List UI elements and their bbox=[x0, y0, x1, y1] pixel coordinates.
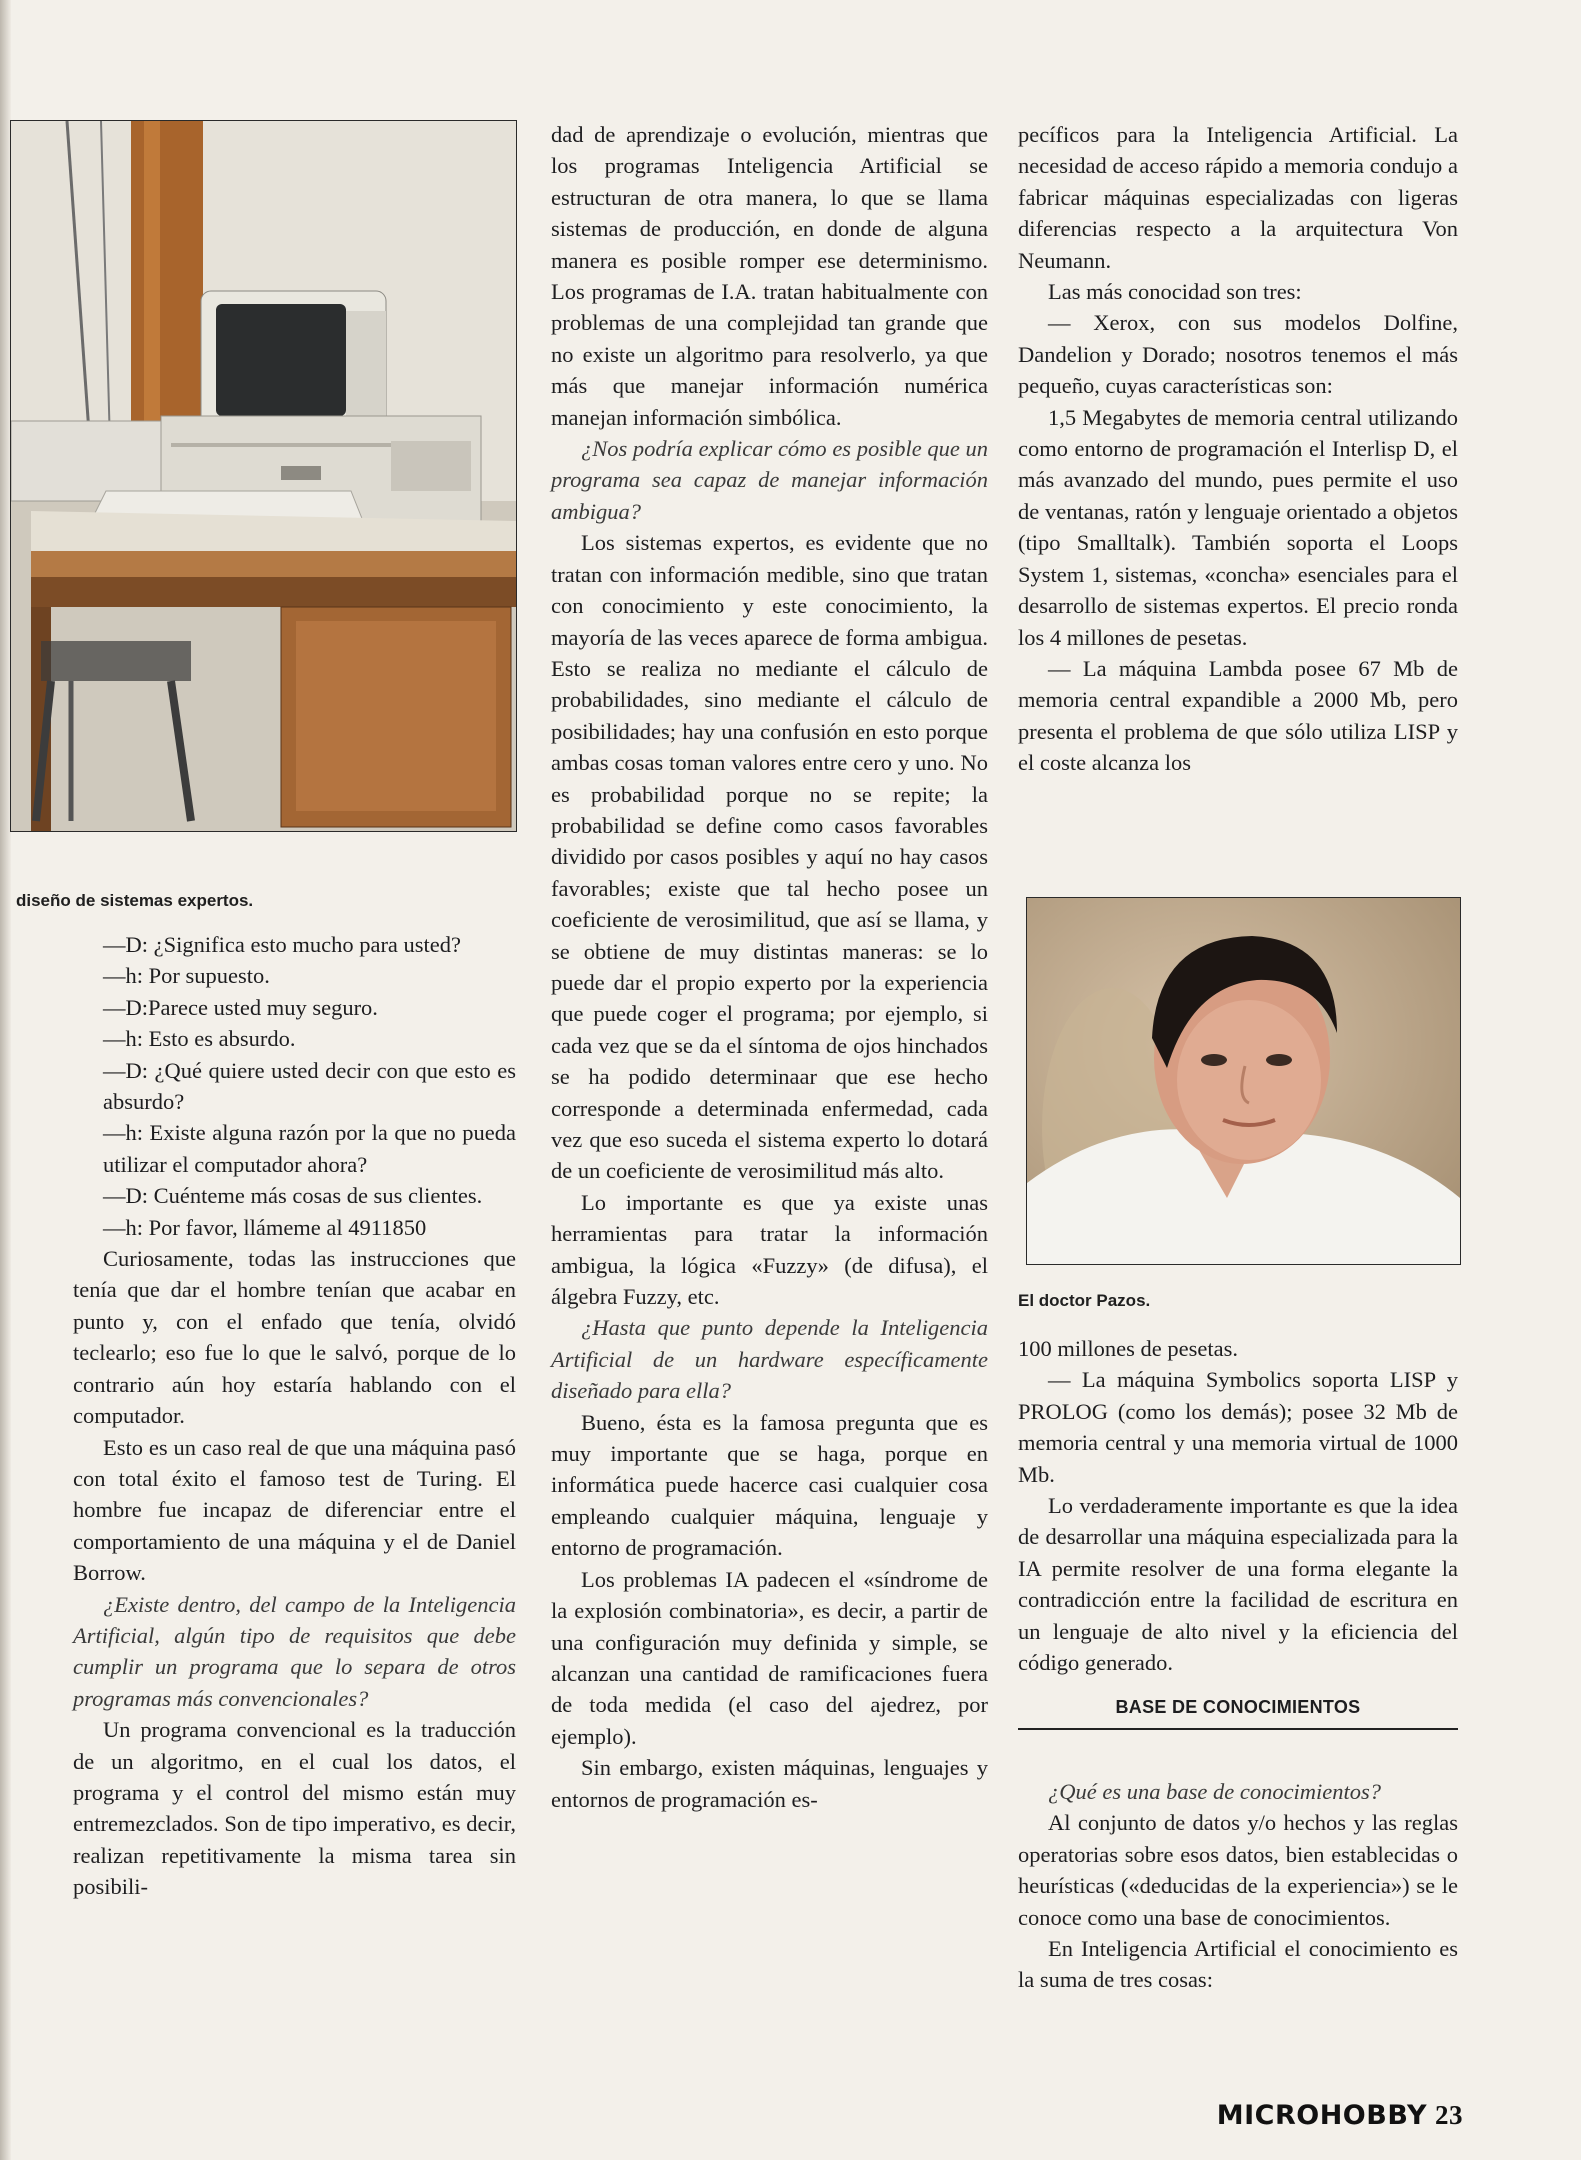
col1-paragraph: —h: Esto es absurdo. bbox=[103, 1026, 296, 1052]
col2-paragraph: Los sistemas expertos, es evidente que no tratan con información medible, sino que tratan con conocimiento y este conocimiento, la mayoría de las veces aparece de forma ambigua. Esto se realiza no mediante el cálculo de probabilidades, sino mediante el cálculo de posibilidades; hay una confusión en esto porque ambas cosas toman valores entre cero y uno. No es probabilidad porque no se repite; la probabilidad se define como casos favorables dividido por casos posibles y aquí no hay casos favorables; existe que tal hecho posee un coeficiente de verosimilitud, que así se llama, y se obtiene de muy distintas maneras: se lo puede dar el propio experto por la experiencia que puede coger el programa; por ejemplo, si cada vez que se da el síntoma de ojos hinchados se ha podido determinaar que ese hecho corresponde a determinada enfermedad, cada vez que eso suceda el sistema experto lo dotará de un coeficiente de verosimilitud más alto. bbox=[551, 530, 988, 1184]
col1-paragraph: —D: Cuénteme más cosas de sus clientes. bbox=[103, 1183, 483, 1209]
col3-paragraph: 100 millones de pesetas. bbox=[1018, 1336, 1238, 1361]
portrait-illustration bbox=[1027, 898, 1460, 1264]
col1-paragraph: —h: Por supuesto. bbox=[103, 963, 270, 989]
computer-desk-illustration bbox=[11, 121, 516, 831]
section-heading: BASE DE CONOCIMIENTOS bbox=[1018, 1692, 1458, 1729]
col1-paragraph: —h: Por favor, llámeme al 4911850 bbox=[103, 1214, 427, 1240]
left-photo-caption: diseño de sistemas expertos. bbox=[16, 891, 254, 910]
col3-paragraph: 1,5 Megabytes de memoria central utilizando como entorno de programación el Interlisp D, el más avanzado del mundo, pues permite el uso de ventanas, ratón y lenguaje orientado a objetos (tipo Smalltalk). También soporta el Loops System 1, sistemas, «concha» esenciales para el desarrollo de sistemas expertos. El precio ronda los 4 millones de pesetas. bbox=[1018, 404, 1458, 650]
column-3-bottom-text bbox=[1018, 1333, 1458, 1996]
column-2-text bbox=[551, 119, 988, 1815]
col1-paragraph: Esto es un caso real de que una máquina pasó con total éxito el famoso test de Turing. El hombre fue incapaz de diferenciar entre el comportamiento de una máquina y el de Daniel Borrow. bbox=[73, 1434, 516, 1586]
section-question: ¿Qué es una base de conocimientos? bbox=[1048, 1778, 1382, 1804]
col1-paragraph: Un programa convencional es la traducción de un algoritmo, en el cual los datos, el programa y el control del mismo están muy entremezclados. Son de tipo imperativo, es decir, realizan repetitivamente la misma tarea sin posibili- bbox=[73, 1717, 516, 1900]
col1-paragraph: —h: Existe alguna razón por la que no pueda utilizar el computador ahora? bbox=[103, 1120, 516, 1177]
page-footer bbox=[1217, 2100, 1463, 2131]
col2-question: ¿Hasta que punto depende la Inteligencia Artificial de un hardware específicamente diseñado para ella? bbox=[551, 1315, 988, 1404]
column-1-text bbox=[73, 929, 516, 1903]
col1-paragraph: —D: ¿Qué quiere usted decir con que esto es absurdo? bbox=[103, 1057, 516, 1115]
col3-paragraph: — La máquina Lambda posee 67 Mb de memoria central expandible a 2000 Mb, pero presenta el problema de que sólo utiliza LISP y el coste alcanza los bbox=[1018, 655, 1458, 776]
col3-paragraph: pecíficos para la Inteligencia Artificial. La necesidad de acceso rápido a memoria condujo a fabricar máquinas especializadas con ligeras diferencias respecto a la arquitectura Von Neumann. bbox=[1018, 122, 1458, 273]
col3-paragraph: — La máquina Symbolics soporta LISP y PROLOG (como los demás); posee 32 Mb de memoria central y una memoria virtual de 1000 Mb. bbox=[1018, 1367, 1458, 1487]
col1-paragraph: Curiosamente, todas las instrucciones que tenía que dar el hombre tenían que acabar en punto y, con el enfado que tenía, olvidó teclearlo; eso fue lo que le salvó, porque de lo contrario aún hoy estaría hablando con el computador. bbox=[73, 1246, 516, 1429]
col3-paragraph: Las más conocidad son tres: bbox=[1048, 279, 1302, 305]
doctor-pazos-portrait bbox=[1026, 897, 1461, 1265]
col3-paragraph: Lo verdaderamente importante es que la idea de desarrollar una máquina especializada para la IA permite resolver de una forma elegante la contradicción entre la facilidad de escritura en un lenguaje de alto nivel y la eficiencia del código generado. bbox=[1018, 1493, 1458, 1676]
column-3-top-text bbox=[1018, 119, 1458, 779]
col2-paragraph: Lo importante es que ya existe unas herramientas para tratar la información ambigua, la lógica «Fuzzy» (de difusa), el álgebra Fuzzy, etc. bbox=[551, 1189, 988, 1310]
col1-paragraph: —D:Parece usted muy seguro. bbox=[103, 994, 378, 1020]
computer-desk-photo bbox=[10, 120, 517, 832]
section-paragraph: Al conjunto de datos y/o hechos y las reglas operatorias sobre esos datos, bien establecidas o heurísticas («deducidas de la experiencia») se le conoce como una base de conocimientos. bbox=[1018, 1810, 1458, 1930]
col2-paragraph: Los problemas IA padecen el «síndrome de la explosión combinatoria», es decir, a partir de una configuración muy definida y simple, se alcanzan una cantidad de ramificaciones fuera de toda medida (el caso del ajedrez, por ejemplo). bbox=[551, 1566, 988, 1749]
col1-paragraph: —D: ¿Significa esto mucho para usted? bbox=[103, 932, 462, 957]
page-number: 23 bbox=[1435, 2100, 1463, 2130]
col2-paragraph: Bueno, ésta es la famosa pregunta que es muy importante que se haga, porque en informática puede hacerce casi cualquier cosa empleando cualquier máquina, lenguaje y entorno de programación. bbox=[551, 1409, 988, 1561]
col2-question: ¿Nos podría explicar cómo es posible que un programa sea capaz de manejar información ambigua? bbox=[551, 436, 988, 524]
col1-question: ¿Existe dentro, del campo de la Inteligencia Artificial, algún tipo de requisitos que debe cumplir un programa que lo separa de otros programas más convencionales? bbox=[73, 1591, 516, 1711]
col2-paragraph: Sin embargo, existen máquinas, lenguajes y entornos de programación es- bbox=[551, 1755, 988, 1812]
magazine-name: MICROHOBBY bbox=[1216, 2100, 1427, 2131]
right-photo-caption: El doctor Pazos. bbox=[1018, 1291, 1151, 1310]
col2-paragraph: dad de aprendizaje o evolución, mientras que los programas Inteligencia Artificial se estructuran de otra manera, lo que se llama sistemas de producción, en donde de alguna manera es posible romper ese determinismo. Los programas de I.A. tratan habitualmente con problemas de una complejidad tan grande que no existe un algoritmo para resolverlo, ya que más que manejar información numérica manejan información simbólica. bbox=[551, 122, 988, 430]
section-paragraph: En Inteligencia Artificial el conocimiento es la suma de tres cosas: bbox=[1018, 1935, 1458, 1993]
col3-paragraph: — Xerox, con sus modelos Dolfine, Dandelion y Dorado; nosotros tenemos el más pequeño, cuyas características son: bbox=[1018, 310, 1458, 399]
